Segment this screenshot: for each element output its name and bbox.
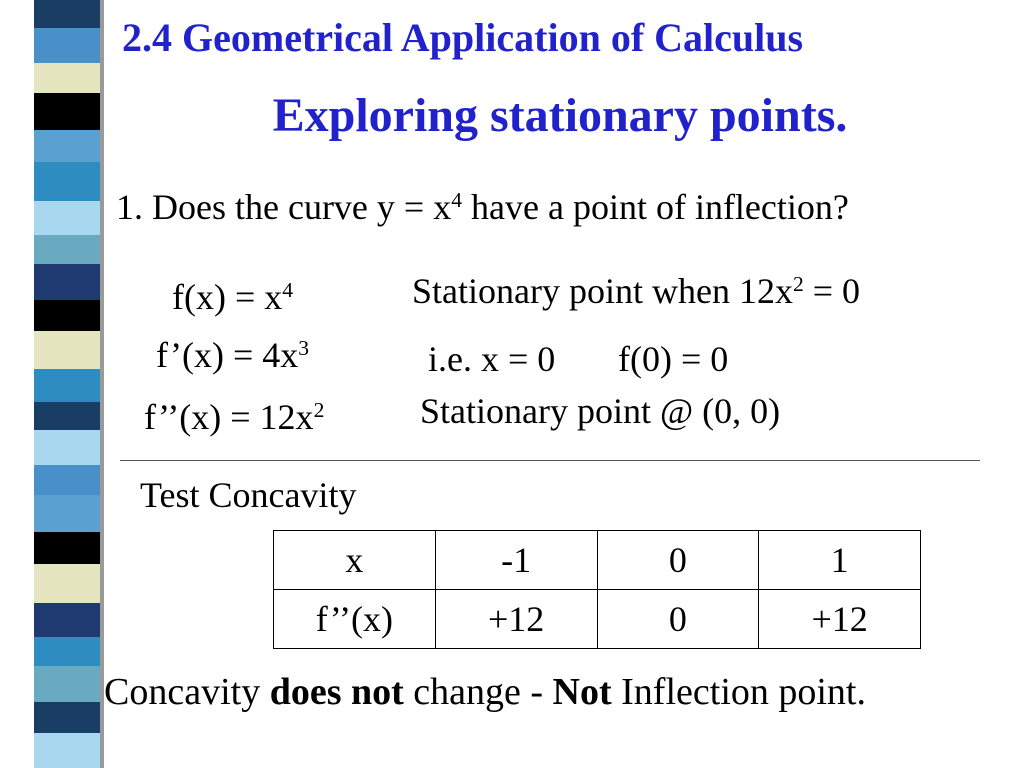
table-cell: 0 <box>597 590 759 649</box>
table-cell: +12 <box>435 590 597 649</box>
strip-shadow <box>100 0 104 768</box>
table-row <box>274 590 921 649</box>
strip-block <box>34 235 100 264</box>
strip-block <box>34 430 100 465</box>
strip-block <box>34 495 100 532</box>
slide-subtitle: Exploring stationary points. <box>272 89 848 142</box>
table-cell: -1 <box>435 531 597 590</box>
table-cell: 0 <box>597 531 759 590</box>
table-cell: f’’(x) <box>274 590 436 649</box>
first-derivative: f’(x) = $4x^3$ <box>156 335 310 375</box>
function-f: $f(x) = x^4$ <box>172 277 294 317</box>
strip-block <box>34 0 100 28</box>
second-derivative: f’’(x) = $12x^2$ <box>144 397 325 437</box>
strip-block <box>34 465 100 495</box>
test-heading: Test Concavity <box>140 475 357 515</box>
strip-block <box>34 300 100 331</box>
strip-block <box>34 733 100 768</box>
strip-block <box>34 564 100 603</box>
table-row <box>274 531 921 590</box>
conclusion: Concavity does not change - Not Inflection point. <box>104 671 866 713</box>
table-cell: 1 <box>759 531 921 590</box>
strip-block <box>34 28 100 63</box>
strip-block <box>34 402 100 430</box>
solution-x: i.e. x = 0 <box>428 339 556 379</box>
strip-block <box>34 201 100 235</box>
strip-block <box>34 702 100 733</box>
question: 1. Does the curve $y = x^4$ have a point of inflection? <box>116 187 849 227</box>
strip-block <box>34 666 100 702</box>
table-cell: +12 <box>759 590 921 649</box>
strip-block <box>34 264 100 300</box>
decorative-side-strip <box>34 0 100 768</box>
strip-block <box>34 63 100 93</box>
strip-block <box>34 130 100 162</box>
strip-block <box>34 93 100 130</box>
strip-block <box>34 162 100 201</box>
stationary-condition: Stationary point when $12x^2 = 0$ <box>412 271 861 311</box>
strip-block <box>34 369 100 402</box>
concavity-table <box>273 530 921 649</box>
strip-block <box>34 637 100 666</box>
table-cell: x <box>274 531 436 590</box>
divider-line <box>120 460 980 461</box>
strip-block <box>34 532 100 564</box>
slide-title: 2.4 Geometrical Application of Calculus <box>122 15 804 60</box>
value-f0: f(0) = 0 <box>618 339 729 379</box>
stationary-point: Stationary point @ (0, 0) <box>420 391 781 431</box>
strip-block <box>34 603 100 637</box>
strip-block <box>34 331 100 369</box>
